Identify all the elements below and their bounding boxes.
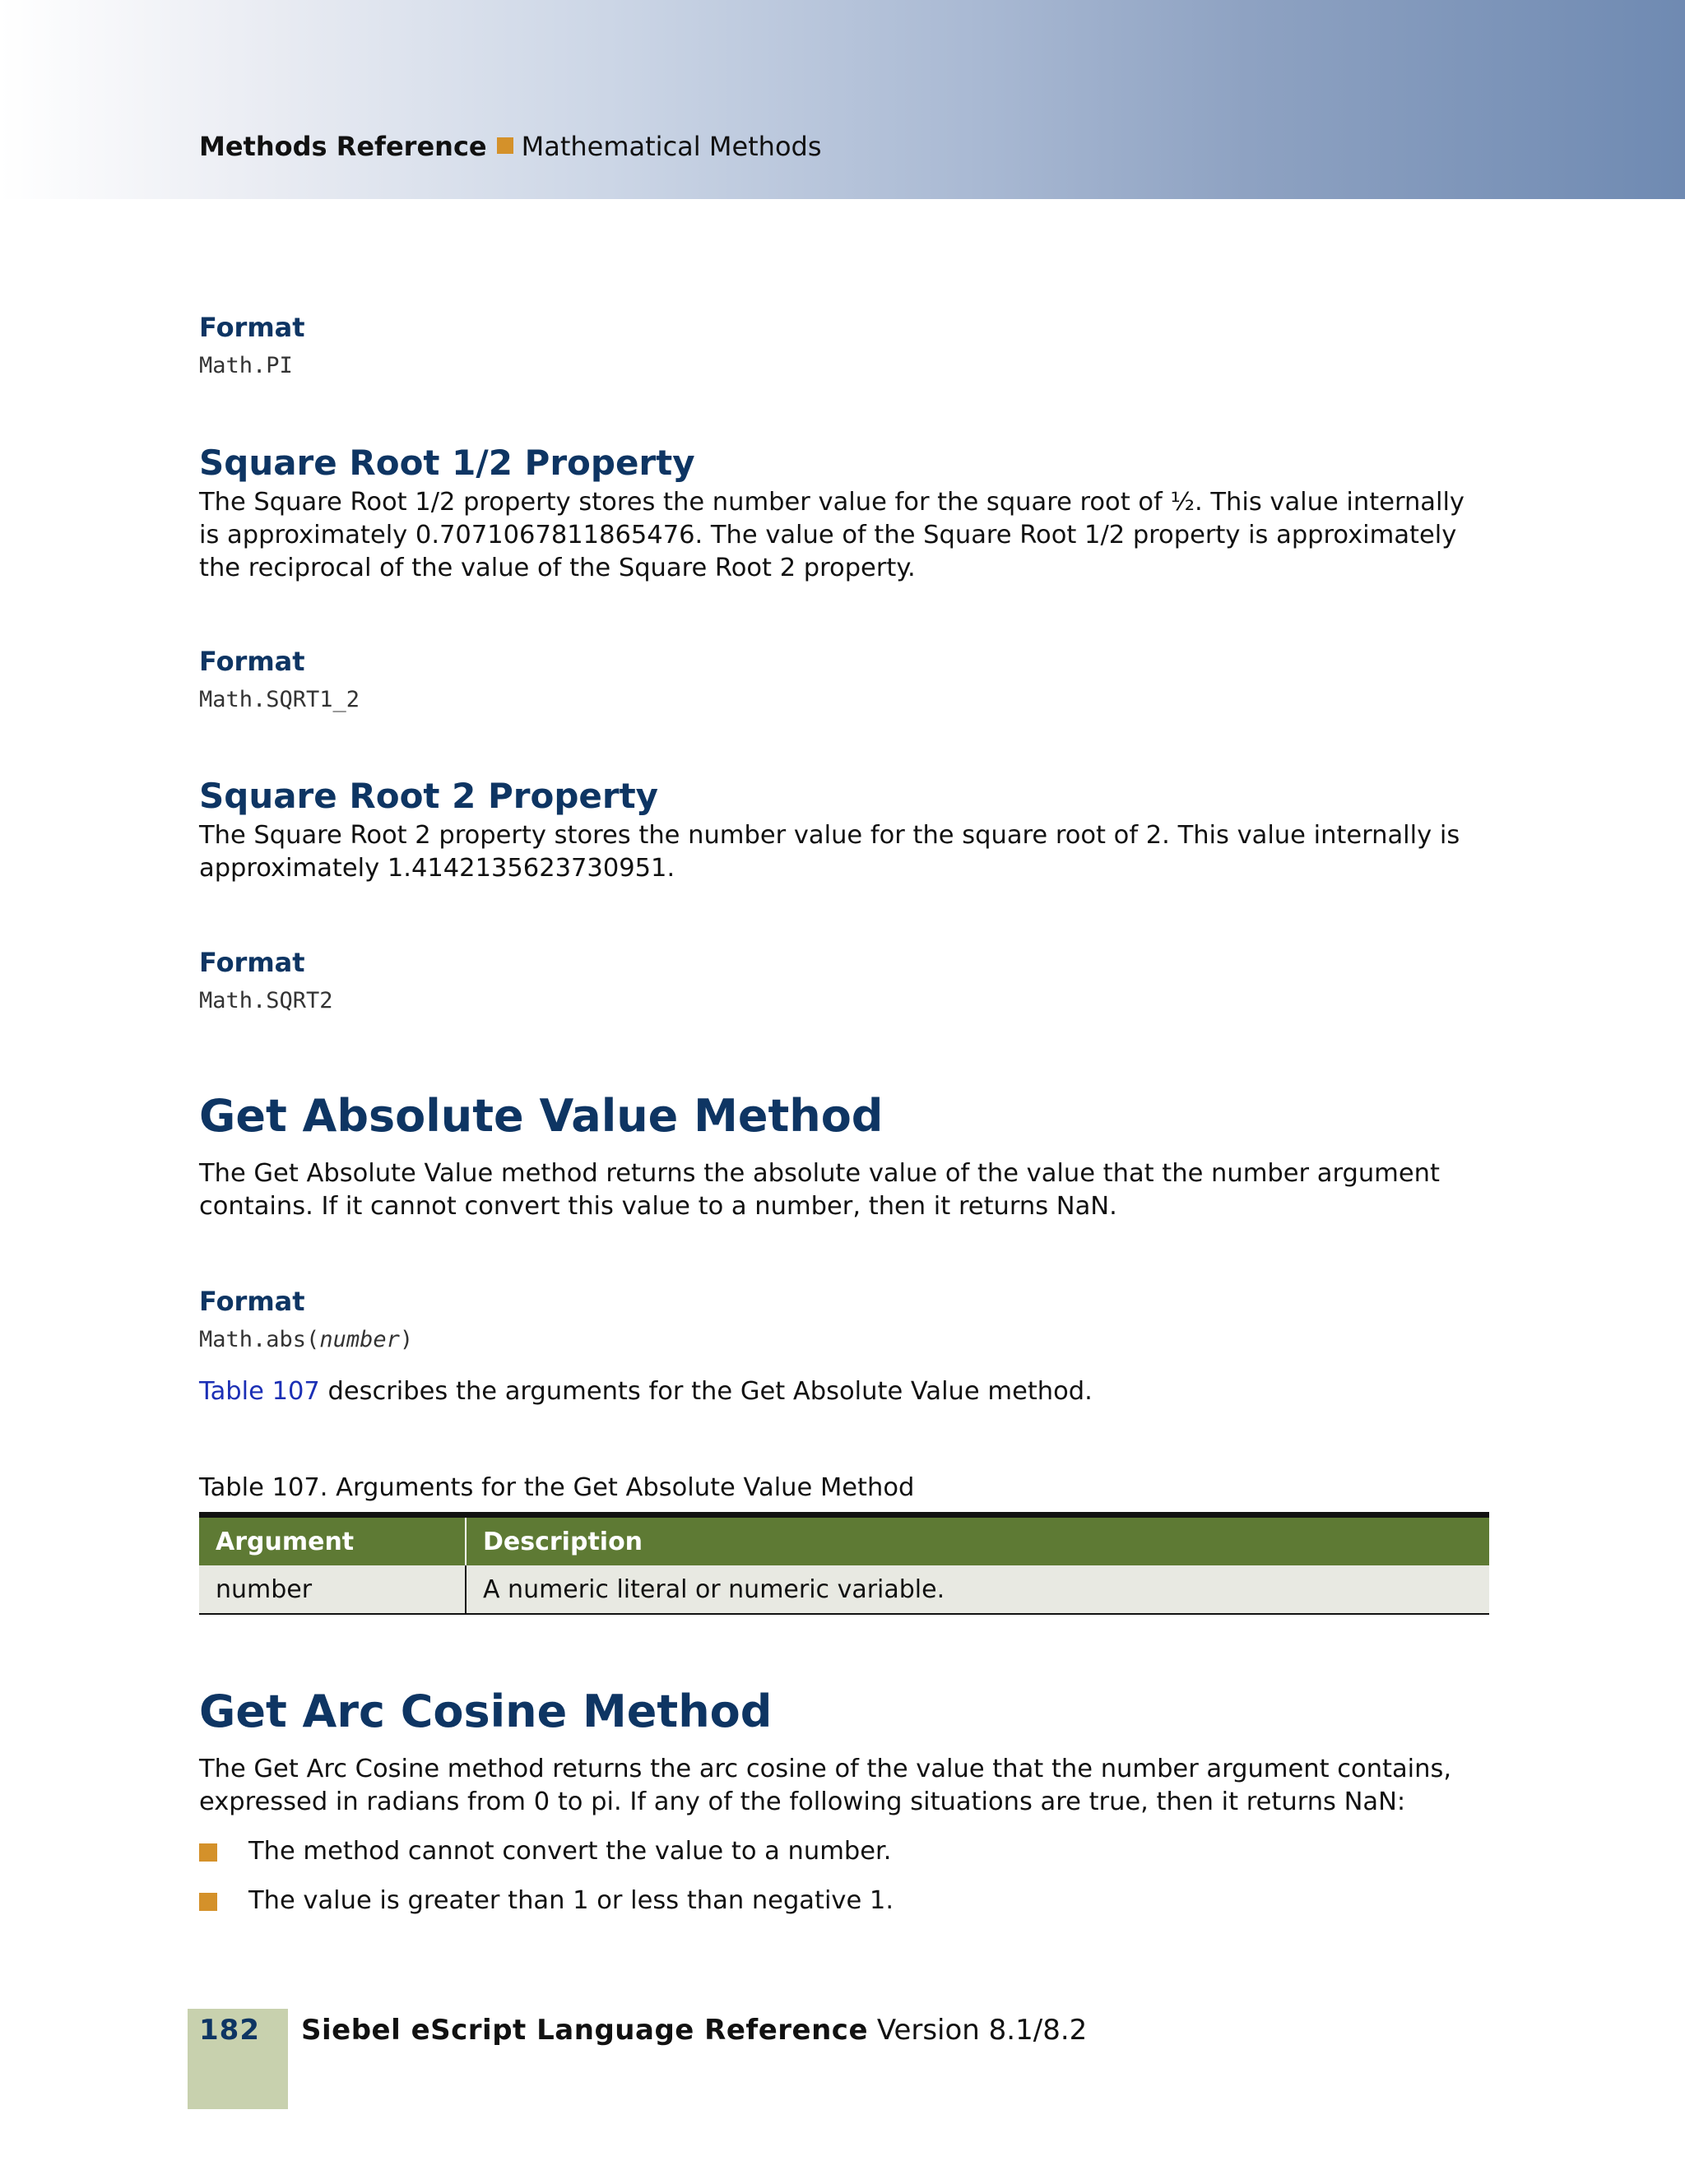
footer-version: Version 8.1/8.2 — [876, 2014, 1088, 2047]
footer-book-title: Siebel eScript Language Reference — [301, 2014, 869, 2047]
bullet-square-icon — [199, 1893, 217, 1911]
table-cell-argument: number — [199, 1565, 466, 1614]
sqrt2-title: Square Root 2 Property — [199, 776, 659, 816]
table-row — [199, 1565, 1489, 1614]
sqrt2-format-code: Math.SQRT2 — [199, 988, 333, 1013]
bullet-text: The value is greater than 1 or less than negative 1. — [248, 1886, 894, 1915]
list-item — [199, 1835, 1491, 1885]
abs-table-reference-text: describes the arguments for the Get Absolute Value method. — [319, 1377, 1093, 1406]
running-head-subsection: Mathematical Methods — [521, 131, 822, 162]
table-caption: Table 107. Arguments for the Get Absolute Value Method — [199, 1473, 915, 1502]
pi-format-label: Format — [199, 312, 305, 343]
bullet-square-icon — [199, 1843, 217, 1862]
abs-format-code — [199, 1325, 1491, 1355]
sqrt1-2-format-label: Format — [199, 646, 305, 677]
abs-format-label: Format — [199, 1286, 305, 1317]
bullet-text: The method cannot convert the value to a number. — [248, 1837, 892, 1866]
table-header-description: Description — [466, 1515, 1489, 1566]
abs-method-description: The Get Absolute Value method returns the absolute value of the value that the number argument contains. If it cannot convert this value to a number, then it returns NaN. — [199, 1159, 1440, 1221]
table-header-row — [199, 1515, 1489, 1566]
footer-title — [301, 2012, 1087, 2048]
sqrt2-description: The Square Root 2 property stores the number value for the square root of 2. This value internally is approximately 1.4142135623730951. — [199, 821, 1460, 883]
page-number: 182 — [199, 2014, 260, 2047]
abs-method-title: Get Absolute Value Method — [199, 1090, 884, 1142]
running-head-section: Methods Reference — [199, 131, 487, 162]
sqrt1-2-description: The Square Root 1/2 property stores the number value for the square root of ½. This value internally is approximately 0.7071067811865476. The value of the Square Root 1/2 property is approximately the reciprocal of the value of the Square Root 2 property. — [199, 488, 1465, 582]
abs-code-prefix: Math.abs( — [199, 1327, 320, 1352]
abs-code-suffix: ) — [399, 1327, 414, 1352]
acos-bullet-list — [199, 1835, 1491, 1934]
running-head — [199, 130, 822, 163]
sqrt1-2-title: Square Root 1/2 Property — [199, 443, 695, 483]
table-header-argument: Argument — [199, 1515, 466, 1566]
acos-method-title: Get Arc Cosine Method — [199, 1686, 773, 1737]
sqrt2-format-label: Format — [199, 947, 305, 978]
header-band — [0, 0, 1685, 199]
abs-code-argument: number — [319, 1327, 400, 1352]
abs-table-reference — [199, 1375, 1491, 1408]
table-107-link[interactable]: Table 107 — [199, 1377, 320, 1406]
sqrt1-2-format-code: Math.SQRT1_2 — [199, 687, 360, 712]
arguments-table — [199, 1512, 1489, 1615]
table-cell-description: A numeric literal or numeric variable. — [466, 1565, 1489, 1614]
list-item — [199, 1885, 1491, 1934]
acos-method-description: The Get Arc Cosine method returns the arc cosine of the value that the number argument contains, expressed in radians from 0 to pi. If any of the following situations are true, then it returns NaN: — [199, 1755, 1452, 1816]
running-head-square-icon — [497, 137, 513, 154]
pi-format-code: Math.PI — [199, 353, 293, 378]
